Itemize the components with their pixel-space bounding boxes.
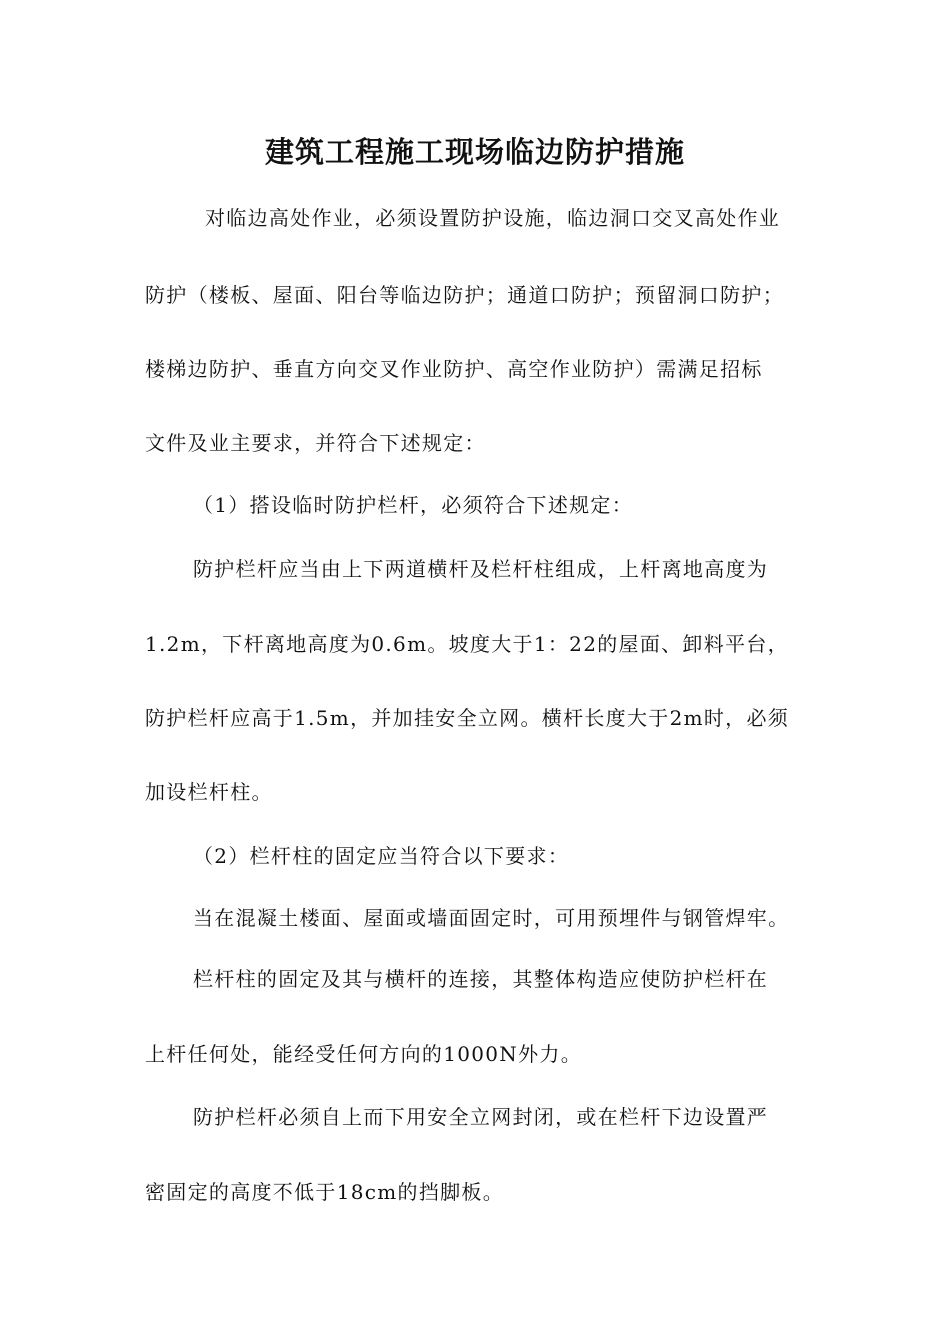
paragraph-line: 防护栏杆应高于1.5m，并加挂安全立网。横杆长度大于2m时，必须 (145, 706, 790, 730)
paragraph-line: 当在混凝土楼面、屋面或墙面固定时，可用预埋件与钢管焊牢。 (193, 906, 790, 930)
paragraph-line: 文件及业主要求，并符合下述规定： (145, 431, 486, 455)
section-heading: （2）栏杆柱的固定应当符合以下要求： (193, 844, 570, 868)
paragraph-line: 密固定的高度不低于18cm的挡脚板。 (145, 1180, 505, 1204)
paragraph-line: 1.2m，下杆离地高度为0.6m。坡度大于1：22的屋面、卸料平台， (145, 632, 789, 656)
paragraph-line: 楼梯边防护、垂直方向交叉作业防护、高空作业防护）需满足招标 (145, 357, 763, 381)
section-heading: （1）搭设临时防护栏杆，必须符合下述规定： (193, 493, 634, 517)
paragraph-line: 上杆任何处，能经受任何方向的1000N外力。 (145, 1042, 582, 1066)
paragraph-line: 加设栏杆柱。 (145, 780, 273, 804)
paragraph-line: 防护栏杆必须自上而下用安全立网封闭，或在栏杆下边设置严 (193, 1105, 769, 1129)
document-title: 建筑工程施工现场临边防护措施 (264, 135, 685, 169)
paragraph-line: 对临边高处作业，必须设置防护设施，临边洞口交叉高处作业 (205, 206, 781, 230)
paragraph-line: 防护栏杆应当由上下两道横杆及栏杆柱组成，上杆离地高度为 (193, 557, 769, 581)
paragraph-line: 栏杆柱的固定及其与横杆的连接，其整体构造应使防护栏杆在 (193, 967, 769, 991)
paragraph-line: 防护（楼板、屋面、阳台等临边防护；通道口防护；预留洞口防护； (145, 283, 784, 307)
